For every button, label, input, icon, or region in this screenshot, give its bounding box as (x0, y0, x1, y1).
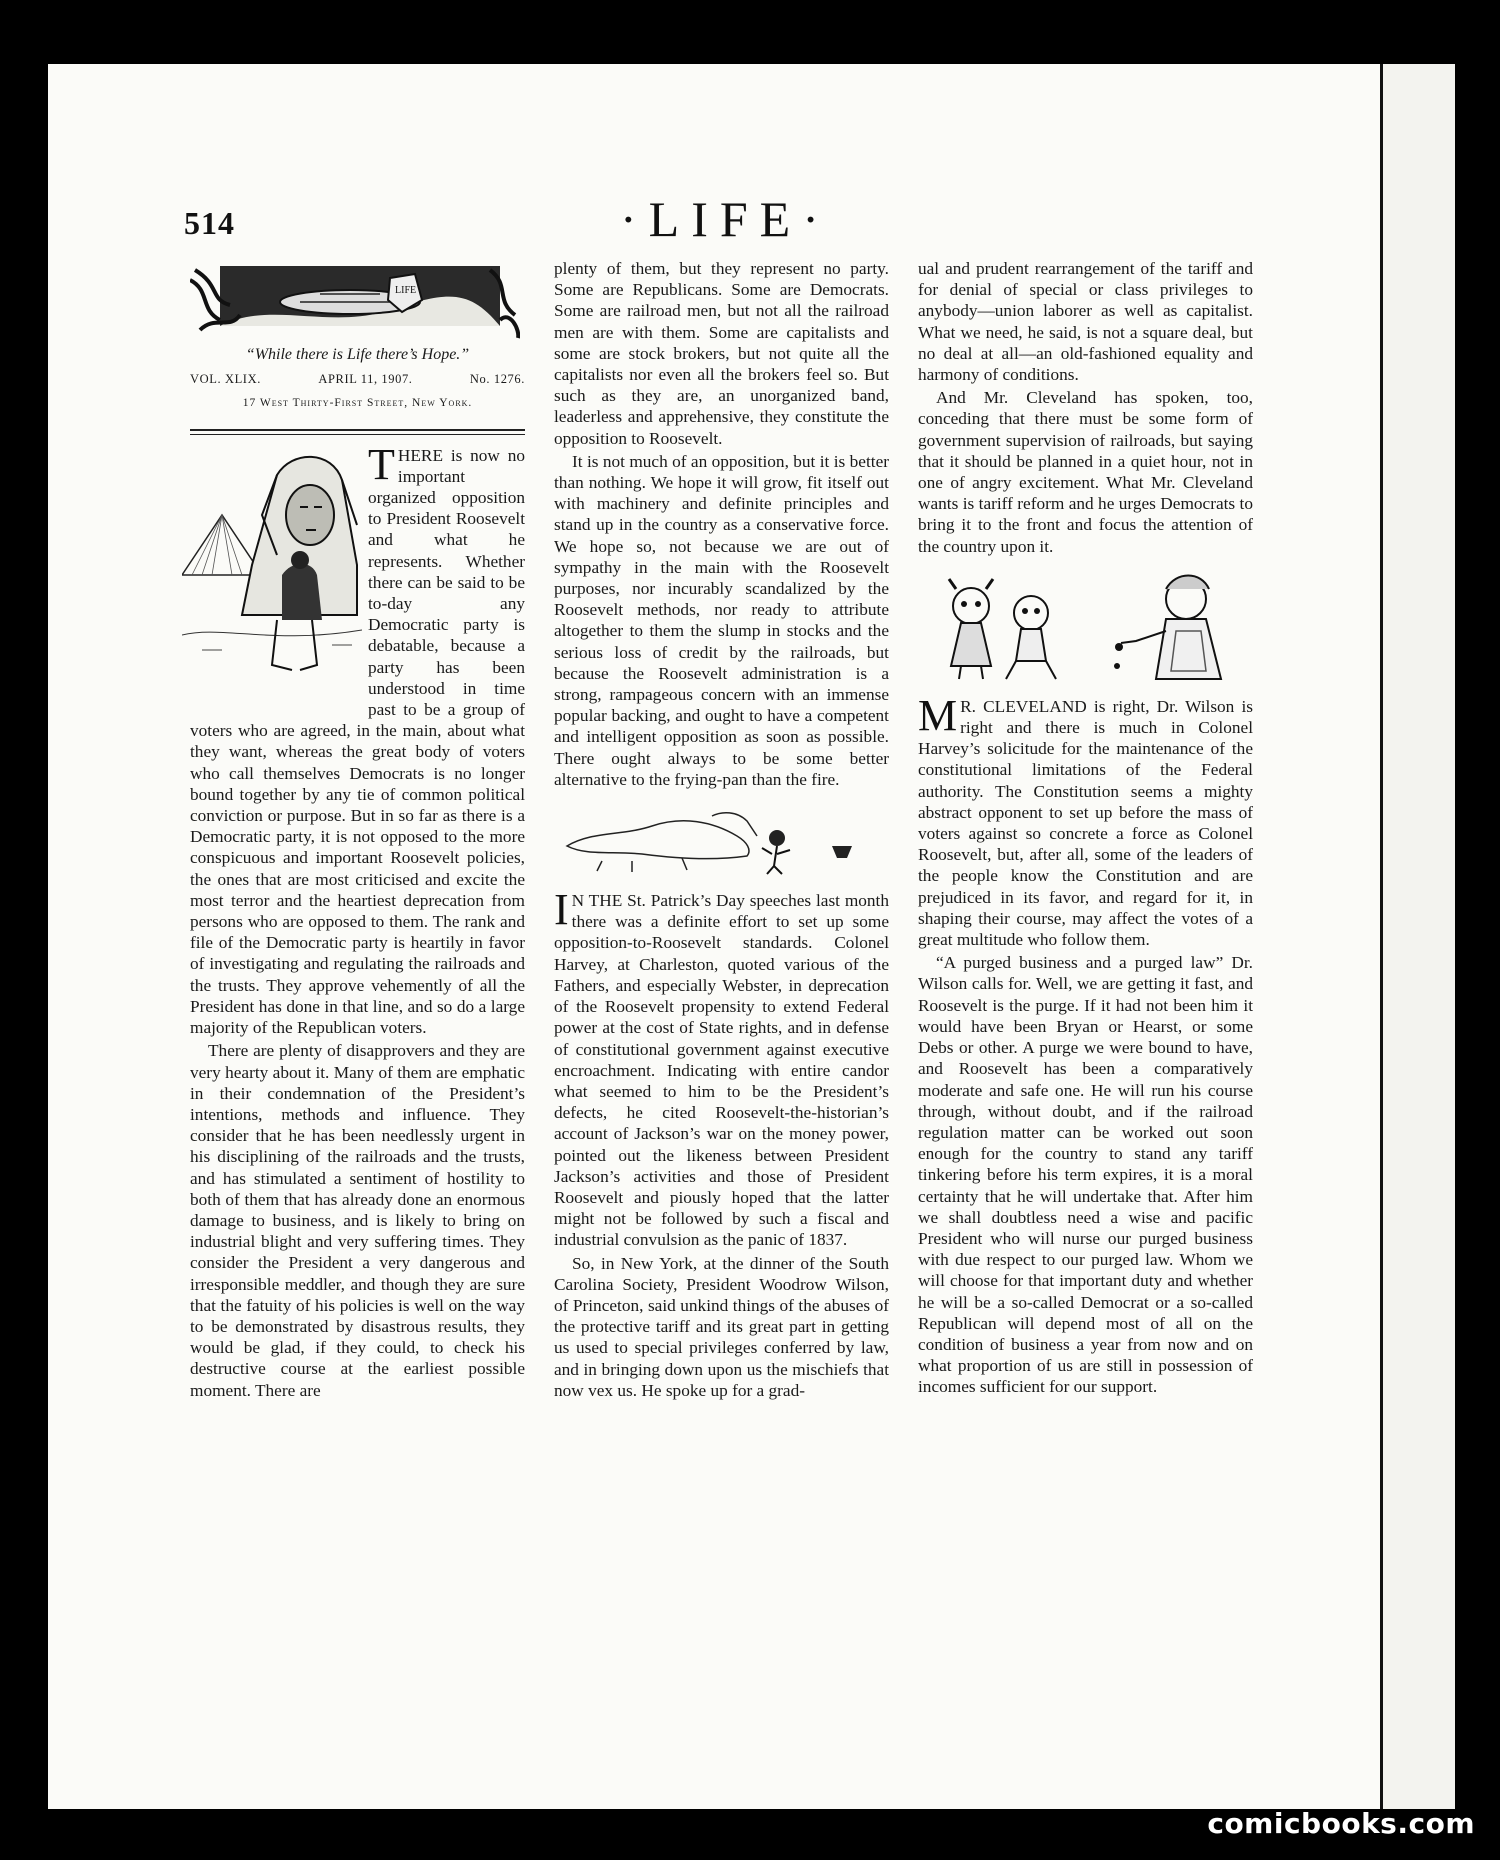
site-watermark: comicbooks.com (1207, 1807, 1475, 1840)
article-1-paragraph-4: It is not much of an opposition, but it is better than nothing. We hope it will grow, fit itself out with machinery and definite principles and stand up in the country as a conservative force. We hope so, not because we are out of sympathy in the main with the Roosevelt purposes, nor incurably scandalized by the Roosevelt methods, nor ready to attribute altogether to them the slump in stocks and the serious loss of credit by the railroads, but because the Roosevelt administration is a strong, rampageous concern with an immense popular backing, and ought to have a competent and intelligent opposition as soon as possible. There ought always to be some better alternative to the frying-pan than the fire. (554, 451, 889, 789)
article-1-lead-word: HERE (397, 445, 444, 465)
drop-cap-t: T (368, 439, 395, 489)
article-2-lead-word: N THE (571, 891, 623, 911)
divider-rule (190, 429, 525, 435)
page-number: 514 (184, 205, 235, 241)
masthead-title: ·LIFE· (620, 191, 831, 247)
column-2 (554, 258, 889, 1403)
volume-line (190, 369, 525, 390)
volume: VOL. XLIX. (190, 372, 261, 387)
issue-date: APRIL 11, 1907. (318, 372, 413, 387)
dragon-and-boy-illustration (562, 806, 882, 876)
publisher-address: 17 West Thirty-First Street, New York. (242, 397, 473, 410)
article-3-paragraph-2: “A purged business and a purged law” Dr. Wilson calls for. Well, we are getting it fast, and Roosevelt is the purge. If it had not been him it would have been Bryan or Hearst, or some Debs or other. A purge we were bound to have, and Roosevelt has been a comparatively moderate and safe one. He will run his course through, without doubt, and if the railroad regulation matter can be worked out soon enough for the country to stand any tariff tinkering before his term expires, it is a moral certainty that he will undertake that. After him we shall doubtless need a wise and pacific President who will nurse our purged business with due respect to our purged law. Whom we will choose for that important duty and whether he will be a so-called Democrat or a so-called Republican will depend most of all on the condition of business a year from now and on what proportion of us are still in possession of incomes sufficient for our support. (918, 953, 1253, 1397)
column-3 (918, 258, 1253, 1400)
drop-cap-m: M (918, 690, 958, 740)
article-2-paragraph-4: And Mr. Cleveland has spoken, too, conceding that there must be some form of government supervision of railroads, but saying that it should be planned in a quiet hour, not in one of angry excitement. What Mr. Cleveland wants is tariff reform and he urges Democrats to bring it to the front and focus the attention of the country upon it. (918, 388, 1253, 556)
banner-illustration (190, 260, 520, 340)
article-2-paragraph-2: So, in New York, at the dinner of the South Carolina Society, President Woodrow Wilson, of Princeton, said unkind things of the abuses of the protective tariff and its great part in getting us used to special privileges conferred by law, and in bringing down upon us the mischiefs that now vex us. He spoke up for a grad- (554, 1253, 889, 1400)
issue-number: No. 1276. (469, 372, 525, 387)
article-2-paragraph-1 (554, 885, 889, 1250)
article-1-paragraph-2: There are plenty of disapprovers and they are very hearty about it. Many of them are emphatic in their condemnation of the President’s intentions, methods and influence. They consider that he has been needlessly urgent in his disciplining of the railroads and the trusts, and has stimulated a sentiment of hostility to both of them that has already done an enormous damage to business, and is likely to bring on industrial blight and very suffering times. They consider the President a very dangerous and irresponsible meddler, and though they are sure that the fatuity of his policies is well on the way to be demonstrated by disastrous results, they would be glad, if they could, to check his destructive course at the earliest possible moment. There are (190, 1041, 525, 1400)
children-and-cook-illustration (921, 571, 1251, 686)
sphinx-illustration (182, 445, 362, 710)
motto: “While there is Life there’s Hope.” (245, 346, 470, 363)
drop-cap-i: I (554, 885, 569, 935)
article-3-lead-word: R. CLEVELAND (960, 696, 1087, 716)
article-2-paragraph-3: ual and prudent rearrangement of the tariff and for denial of special or class privileges to anybody—union laborer as well as capitalist. What we need, he said, is not a square deal, but no deal at all—an old-fashioned equality and harmony of conditions. (918, 259, 1253, 385)
article-3-paragraph-1 (918, 690, 1253, 950)
column-1 (190, 260, 525, 1403)
article-1-body-1: is now no important organized opposition to President Roosevelt and what he represents. Whether there can be said to be to-day any Democratic party is debatable, because a party has been understood in time past to be a group of voters who are agreed, in the main, about what they want, whereas the great body of voters who call themselves Democrats is no longer bound together by any tie of common political conviction or purpose. But in so far as there is a Democratic party, it is not opposed to the more conspicuous and important Roosevelt policies, the ones that are most criticised and excite the most terror and the heartiest deprecation from persons who are opposed to them. The rank and file of the Democratic party is heartily in favor of investigating and regulating the railroads and the trusts. They approve vehemently of all the President has done in that line, and so do a large majority of the Republican voters. (190, 445, 525, 1038)
article-2-body-1: St. Patrick’s Day speeches last month there was a definite effort to set up some opposition-to-Roosevelt standards. Colonel Harvey, at Charleston, quoted various of the Fathers, and especially Webster, in deprecation of the Roosevelt propensity to extend Federal power at the cost of State rights, and in defense of constitutional government against executive encroachment. Indicating with entire candor what seemed to him to be the President’s defects, he cited Roosevelt-the-historian’s account of Jackson’s war on the money power, pointed out the likeness between President Jackson’s activities and those of President Roosevelt and piously hoped that the latter might not be followed by such a fiscal and industrial convulsion as the panic of 1837. (554, 891, 889, 1250)
next-page-edge (1380, 64, 1455, 1809)
banner-lettering: LIFE (395, 285, 417, 296)
article-3-body-1: is right, Dr. Wilson is right and there is much in Colonel Harvey’s solicitude for the maintenance of the constitutional limitations of the Federal authority. The Constitution seems a mighty abstract opponent to set up before the mass of voters against so concrete a force as Colonel Roosevelt, but, after all, some of the leaders of the people know the Constitution and are prejudiced in its favor, and regard for it, in shaping their course, may affect the votes of a great multitude who follow them. (918, 696, 1253, 950)
article-1-paragraph-3: plenty of them, but they represent no party. Some are Republicans. Some are Democrats. Some are railroad men, but not all the railroad men are with them. Some are capitalists and some are stock brokers, but not quite all the capitalists nor even all the brokers feel so. But such as they are, an unorganized band, leaderless and apprehensive, they constitute the opposition to Roosevelt. (554, 259, 889, 448)
